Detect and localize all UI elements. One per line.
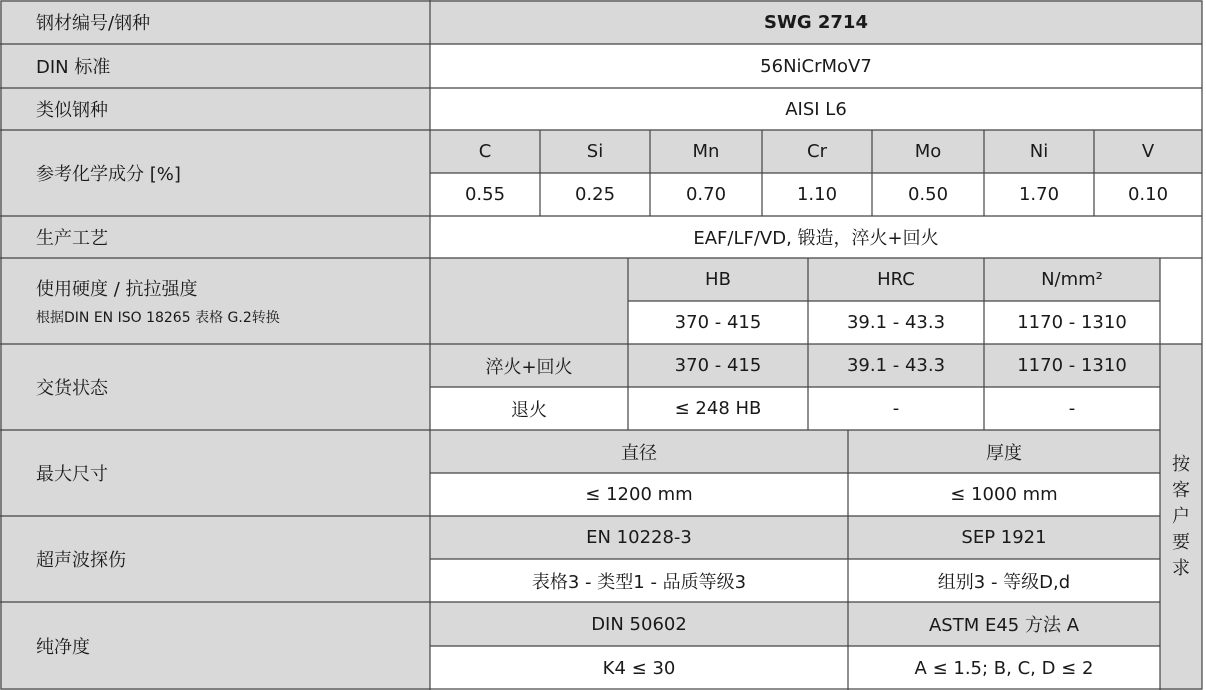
hardness-header-hb: HB	[628, 258, 808, 301]
label-chemistry-text: 参考化学成分 [%]	[36, 164, 181, 185]
cleanliness-value-astm: A ≤ 1.5; B, C, D ≤ 2	[848, 646, 1160, 690]
label-din-text: DIN 标准	[36, 57, 111, 78]
delivery-annealed-nmm: -	[984, 387, 1160, 430]
label-max-size-text: 最大尺寸	[36, 464, 108, 485]
chem-element-mo: Mo	[872, 130, 984, 173]
chem-element-v: V	[1094, 130, 1202, 173]
value-similar: AISI L6	[430, 88, 1202, 130]
cleanliness-value-din: K4 ≤ 30	[430, 646, 848, 690]
ultrasonic-value-sep: 组别3 - 等级D,d	[848, 559, 1160, 602]
chem-element-mn: Mn	[650, 130, 762, 173]
customer-note-char: 按	[1172, 454, 1190, 475]
chem-element-cr: Cr	[762, 130, 872, 173]
customer-note-char: 要	[1172, 532, 1190, 553]
delivery-qt-name: 淬火+回火	[430, 344, 628, 387]
customer-note-char: 求	[1172, 558, 1190, 579]
ultrasonic-header-sep: SEP 1921	[848, 516, 1160, 559]
value-process: EAF/LF/VD, 锻造，淬火+回火	[430, 216, 1202, 258]
hardness-value-hrc: 39.1 - 43.3	[808, 301, 984, 344]
label-hardness-text: 使用硬度 / 抗拉强度	[36, 279, 198, 300]
max-size-value-thickness: ≤ 1000 mm	[848, 473, 1160, 516]
label-process-text: 生产工艺	[36, 228, 108, 249]
max-size-header-diameter: 直径	[430, 430, 848, 473]
label-similar-text: 类似钢种	[36, 100, 108, 121]
delivery-qt-hrc: 39.1 - 43.3	[808, 344, 984, 387]
ultrasonic-header-en: EN 10228-3	[430, 516, 848, 559]
hardness-header-hrc: HRC	[808, 258, 984, 301]
value-steel-number: SWG 2714	[430, 0, 1202, 44]
delivery-qt-hb: 370 - 415	[628, 344, 808, 387]
hardness-header-nmm: N/mm²	[984, 258, 1160, 301]
chem-element-c: C	[430, 130, 540, 173]
chem-value-c: 0.55	[430, 173, 540, 216]
value-din: 56NiCrMoV7	[430, 44, 1202, 88]
delivery-qt-nmm: 1170 - 1310	[984, 344, 1160, 387]
chem-value-v: 0.10	[1094, 173, 1202, 216]
cleanliness-header-astm: ASTM E45 方法 A	[848, 602, 1160, 646]
ultrasonic-value-en: 表格3 - 类型1 - 品质等级3	[430, 559, 848, 602]
chem-value-mo: 0.50	[872, 173, 984, 216]
chem-value-ni: 1.70	[984, 173, 1094, 216]
chem-value-cr: 1.10	[762, 173, 872, 216]
max-size-header-thickness: 厚度	[848, 430, 1160, 473]
hardness-value-nmm: 1170 - 1310	[984, 301, 1160, 344]
label-cleanliness-text: 纯净度	[36, 637, 90, 658]
delivery-annealed-hb: ≤ 248 HB	[628, 387, 808, 430]
chem-value-si: 0.25	[540, 173, 650, 216]
customer-note-char: 户	[1172, 506, 1190, 527]
chem-element-ni: Ni	[984, 130, 1094, 173]
label-ultrasonic-text: 超声波探伤	[36, 550, 126, 571]
max-size-value-diameter: ≤ 1200 mm	[430, 473, 848, 516]
label-steel-number-text: 钢材编号/钢种	[36, 13, 151, 34]
customer-note-char: 客	[1172, 480, 1190, 501]
label-delivery-text: 交货状态	[36, 378, 108, 399]
delivery-annealed-name: 退火	[430, 387, 628, 430]
cleanliness-header-din: DIN 50602	[430, 602, 848, 646]
chem-value-mn: 0.70	[650, 173, 762, 216]
hardness-value-hb: 370 - 415	[628, 301, 808, 344]
chem-element-si: Si	[540, 130, 650, 173]
delivery-annealed-hrc: -	[808, 387, 984, 430]
label-hardness-note: 根据DIN EN ISO 18265 表格 G.2转换	[36, 310, 280, 326]
